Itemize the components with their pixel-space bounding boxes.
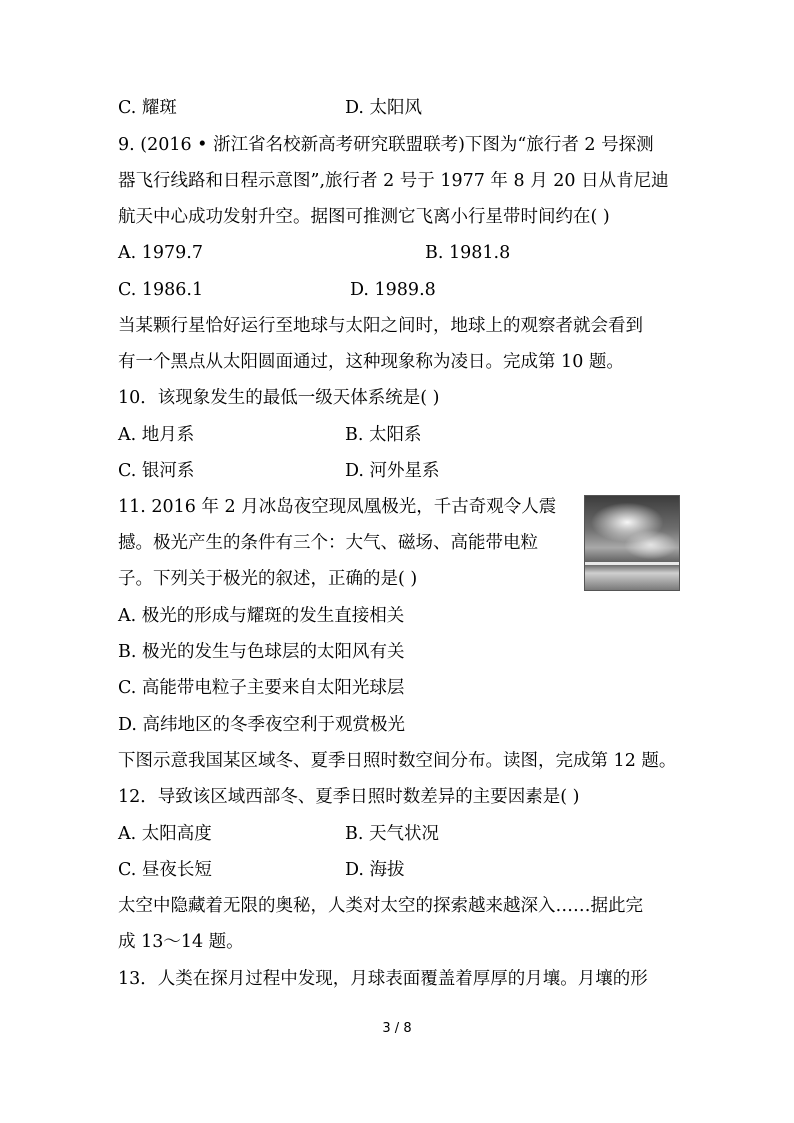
q10-option-d: D. 河外星系 [345, 461, 440, 481]
q11-line-2: 撼。极光产生的条件有三个：大气、磁场、高能带电粒 [118, 533, 538, 553]
q12-option-a: A. 太阳高度 [118, 824, 212, 844]
q11-option-a: A. 极光的形成与耀斑的发生直接相关 [118, 606, 405, 626]
q9-line-3: 航天中心成功发射升空。据图可推测它飞离小行星带时间约在( ) [118, 207, 610, 227]
intro10-line-1: 当某颗行星恰好运行至地球与太阳之间时，地球上的观察者就会看到 [118, 316, 643, 336]
q11-option-b: B. 极光的发生与色球层的太阳风有关 [118, 642, 405, 662]
q11-option-d: D. 高纬地区的冬季夜空利于观赏极光 [118, 715, 406, 735]
page-number: 3 / 8 [382, 1021, 412, 1036]
q12-stem: 12．导致该区域西部冬、夏季日照时数差异的主要因素是( ) [118, 787, 580, 807]
q11-option-c: C. 高能带电粒子主要来自太阳光球层 [118, 678, 405, 698]
q8-option-c: C. 耀斑 [118, 98, 177, 118]
q12-option-c: C. 昼夜长短 [118, 860, 212, 880]
intro13-line-1: 太空中隐藏着无限的奥秘，人类对太空的探索越来越深入……据此完 [118, 896, 643, 916]
intro12-line: 下图示意我国某区域冬、夏季日照时数空间分布。读图，完成第 12 题。 [118, 751, 677, 771]
q8-option-d: D. 太阳风 [345, 98, 423, 118]
intro10-line-2: 有一个黑点从太阳圆面通过，这种现象称为凌日。完成第 10 题。 [118, 352, 624, 372]
q9-option-d: D. 1989.8 [350, 280, 436, 300]
aurora-horizon [585, 562, 679, 565]
q12-option-d: D. 海拔 [345, 860, 405, 880]
aurora-photo [584, 495, 680, 591]
q9-option-a: A. 1979.7 [118, 243, 203, 263]
q10-option-b: B. 太阳系 [345, 425, 422, 445]
q9-line-1: 9. (2016 • 浙江省名校新高考研究联盟联考)下图为“旅行者 2 号探测 [118, 135, 654, 155]
q9-line-2: 器飞行线路和日程示意图”,旅行者 2 号于 1977 年 8 月 20 日从肯尼迪 [118, 171, 669, 191]
q9-option-b: B. 1981.8 [425, 243, 511, 263]
q13-stem: 13．人类在探月过程中发现，月球表面覆盖着厚厚的月壤。月壤的形 [118, 969, 648, 989]
q10-option-a: A. 地月系 [118, 425, 195, 445]
q12-option-b: B. 天气状况 [345, 824, 439, 844]
intro13-line-2: 成 13～14 题。 [118, 932, 244, 952]
q10-option-c: C. 银河系 [118, 461, 195, 481]
q11-line-3: 子。下列关于极光的叙述，正确的是( ) [118, 569, 418, 589]
q10-stem: 10．该现象发生的最低一级天体系统是( ) [118, 388, 440, 408]
q11-line-1: 11. 2016 年 2 月冰岛夜空现凤凰极光，千古奇观令人震 [118, 497, 557, 517]
q9-option-c: C. 1986.1 [118, 280, 204, 300]
